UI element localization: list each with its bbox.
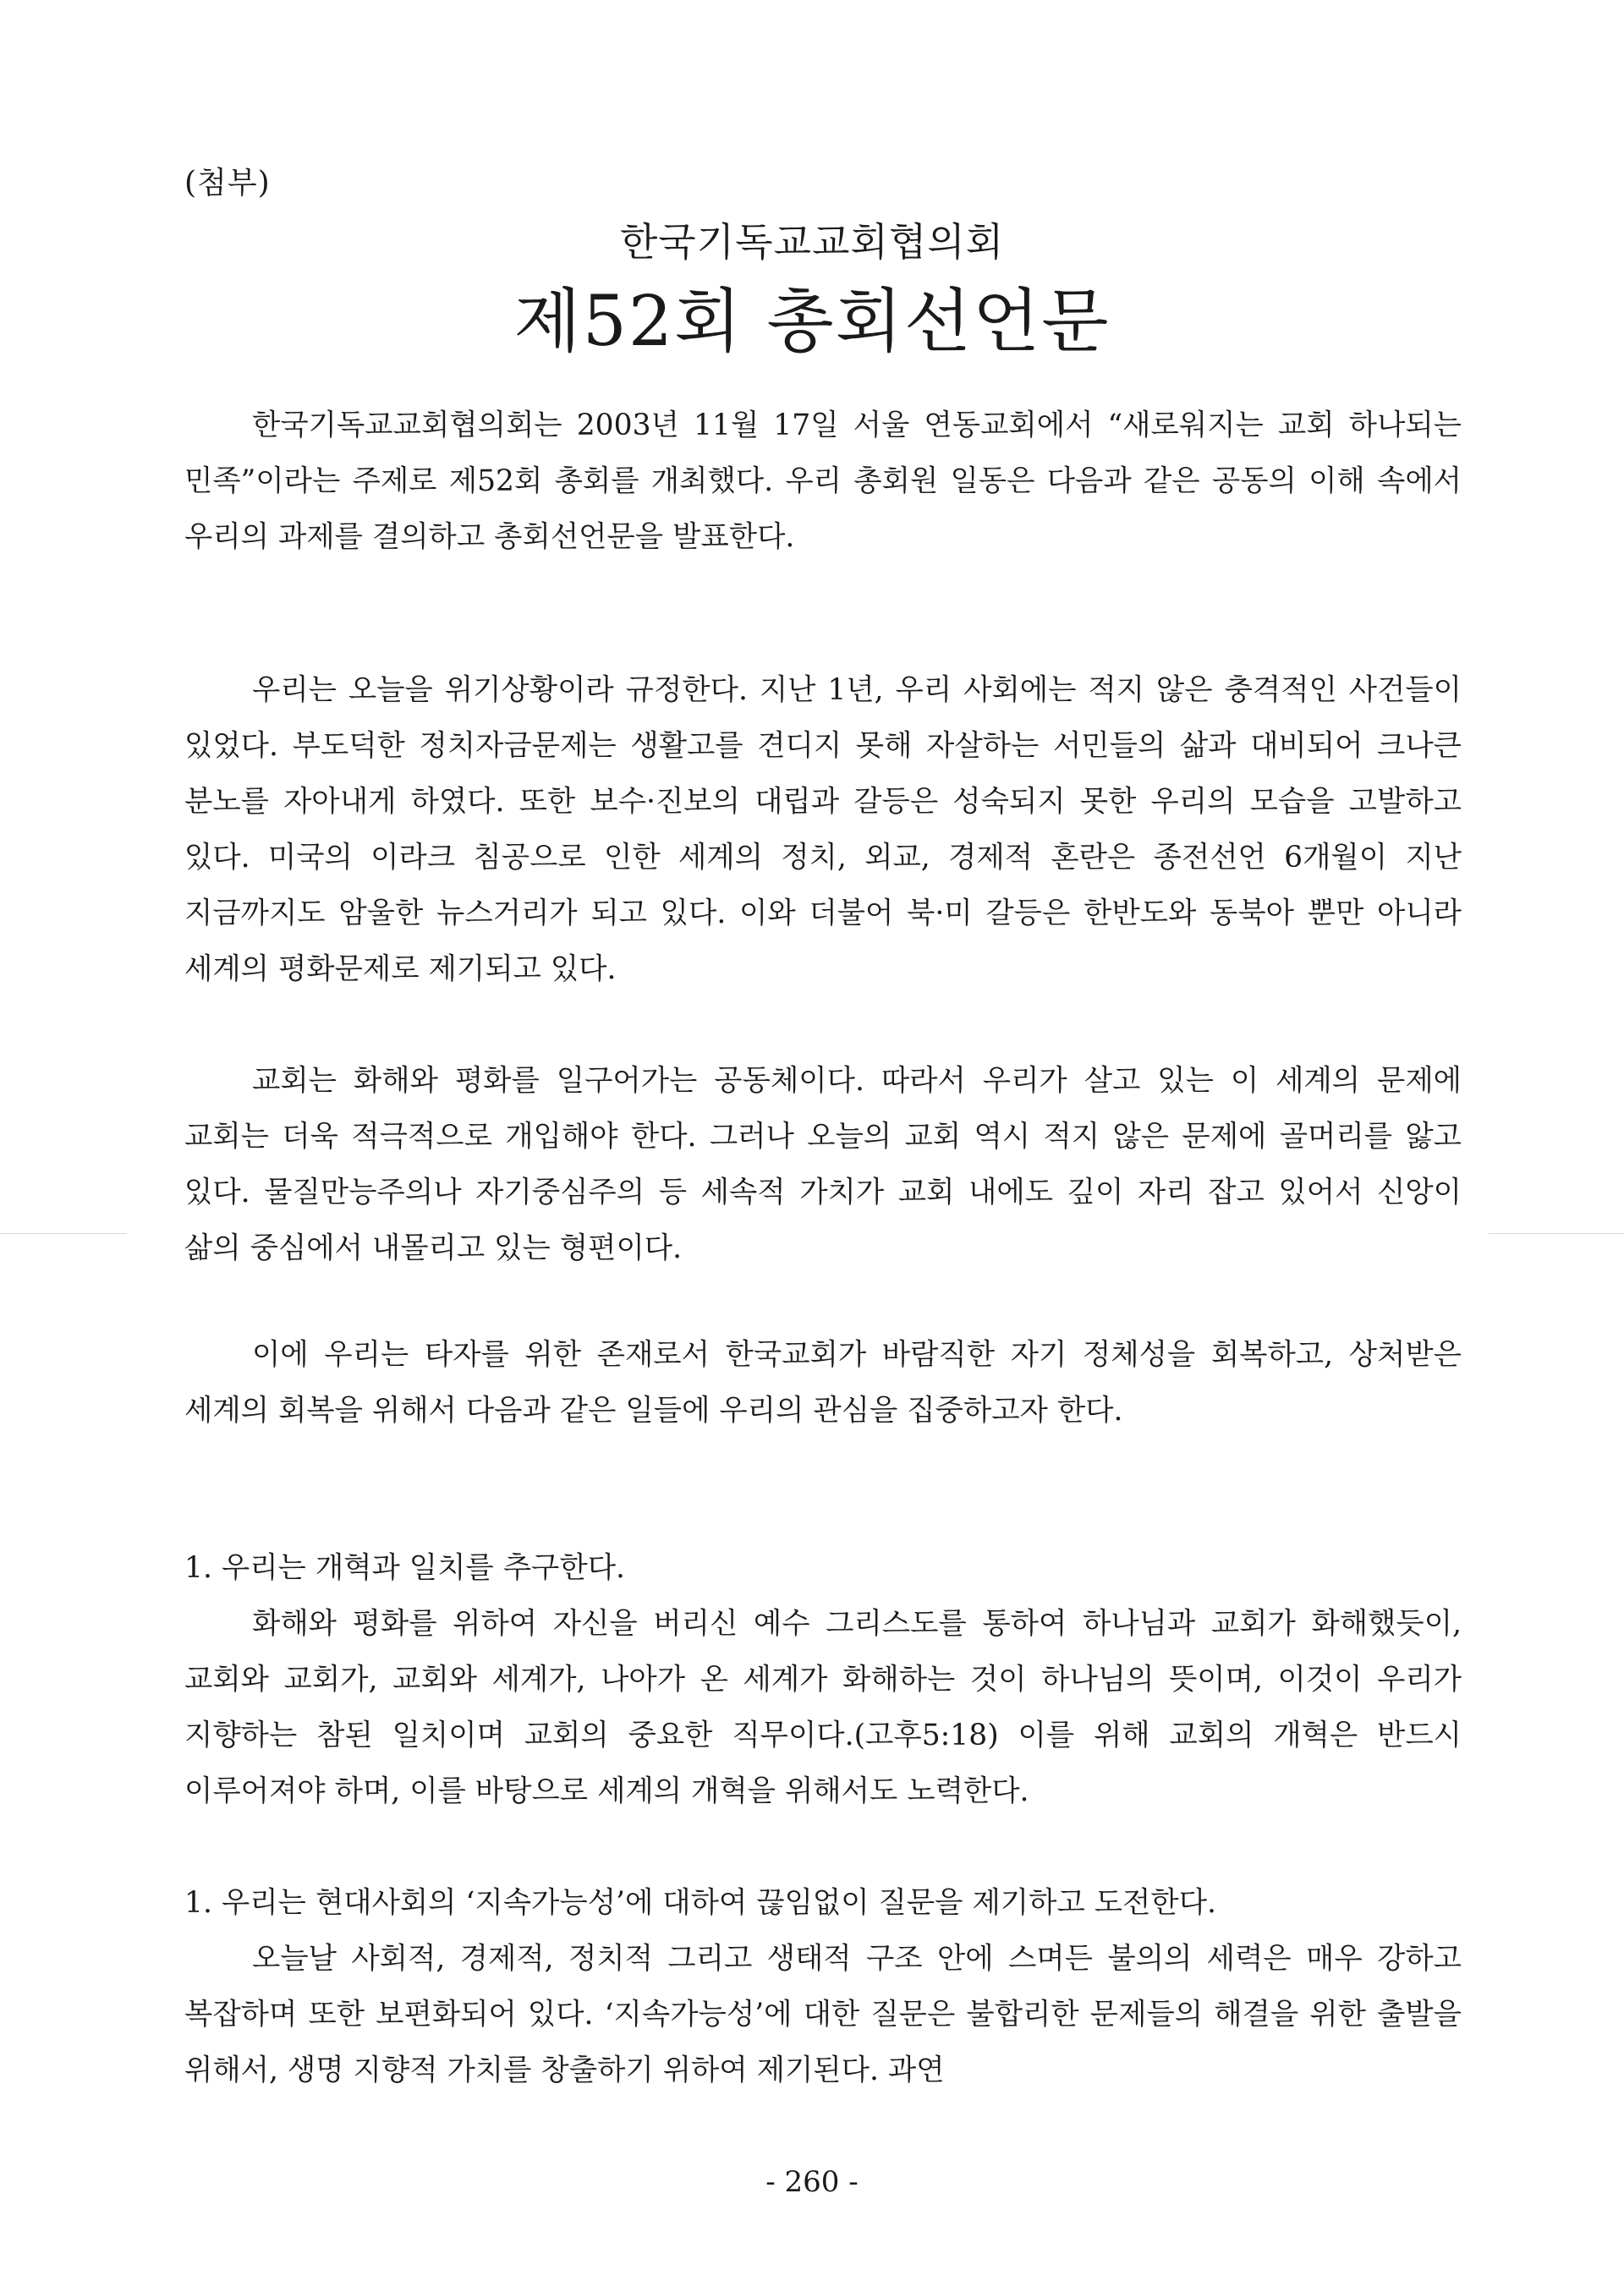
item-heading: 1. 우리는 개혁과 일치를 추구한다. (184, 1551, 625, 1585)
item-heading: 1. 우리는 현대사회의 ‘지속가능성’에 대하여 끊임없이 질문을 제기하고 도전한다. (184, 1886, 1217, 1920)
resolution-paragraph: 이에 우리는 타자를 위한 존재로서 한국교회가 바람직한 자기 정체성을 회복하고, 상처받은 세계의 회복을 위해서 다음과 같은 일들에 우리의 관심을 집중하고자 한다. (184, 1338, 1462, 1428)
organization-name: 한국기독교교회협의회 (619, 219, 1005, 265)
scan-artifact-right (1489, 1233, 1624, 1234)
page-number: - 260 - (765, 2165, 859, 2199)
scan-artifact-left (0, 1233, 127, 1234)
item-text: 화해와 평화를 위하여 자신을 버리신 예수 그리스도를 통하여 하나님과 교회가 화해했듯이, 교회와 교회가, 교회와 세계가, 나아가 온 세계가 화해하는 것이 하나님의 뜻이며, 이것이 우리가 지향하는 참된 일치이며 교회의 중요한 직무이다.(고후5:18) 이를 위해 교회의 개혁은 반드시 이루어져야 하며, 이를 바탕으로 세계의 개혁을 위해서도 노력한다. (184, 1607, 1462, 1808)
document-body (184, 398, 1462, 2098)
intro-paragraph: 한국기독교교회협의회는 2003년 11월 17일 서울 연동교회에서 “새로워지는 교회 하나되는 민족”이라는 주제로 제52회 총회를 개최했다. 우리 총회원 일동은 다음과 같은 공동의 이해 속에서 우리의 과제를 결의하고 총회선언문을 발표한다. (184, 409, 1462, 554)
item-text: 오늘날 사회적, 경제적, 정치적 그리고 생태적 구조 안에 스며든 불의의 세력은 매우 강하고 복잡하며 또한 보편화되어 있다. ‘지속가능성’에 대한 질문은 불합리한 문제들의 해결을 위한 출발을 위해서, 생명 지향적 가치를 창출하기 위하여 제기된다. 과연 (184, 1942, 1462, 2087)
church-paragraph: 교회는 화해와 평화를 일구어가는 공동체이다. 따라서 우리가 살고 있는 이 세계의 문제에 교회는 더욱 적극적으로 개입해야 한다. 그러나 오늘의 교회 역시 적지 않은 문제에 골머리를 앓고 있다. 물질만능주의나 자기중심주의 등 세속적 가치가 교회 내에도 깊이 자리 잡고 있어서 신앙이 삶의 중심에서 내몰리고 있는 형편이다. (184, 1064, 1462, 1265)
crisis-paragraph: 우리는 오늘을 위기상황이라 규정한다. 지난 1년, 우리 사회에는 적지 않은 충격적인 사건들이 있었다. 부도덕한 정치자금문제는 생활고를 견디지 못해 자살하는 서민들의 삶과 대비되어 크나큰 분노를 자아내게 하였다. 또한 보수·진보의 대립과 갈등은 성숙되지 못한 우리의 모습을 고발하고 있다. 미국의 이라크 침공으로 인한 세계의 정치, 외교, 경제적 혼란은 종전선언 6개월이 지난 지금까지도 암울한 뉴스거리가 되고 있다. 이와 더불어 북·미 갈등은 한반도와 동북아 뿐만 아니라 세계의 평화문제로 제기되고 있다. (184, 673, 1462, 986)
attachment-label: (첨부) (184, 166, 271, 200)
page-title: 제52회 총회선언문 (513, 282, 1111, 362)
